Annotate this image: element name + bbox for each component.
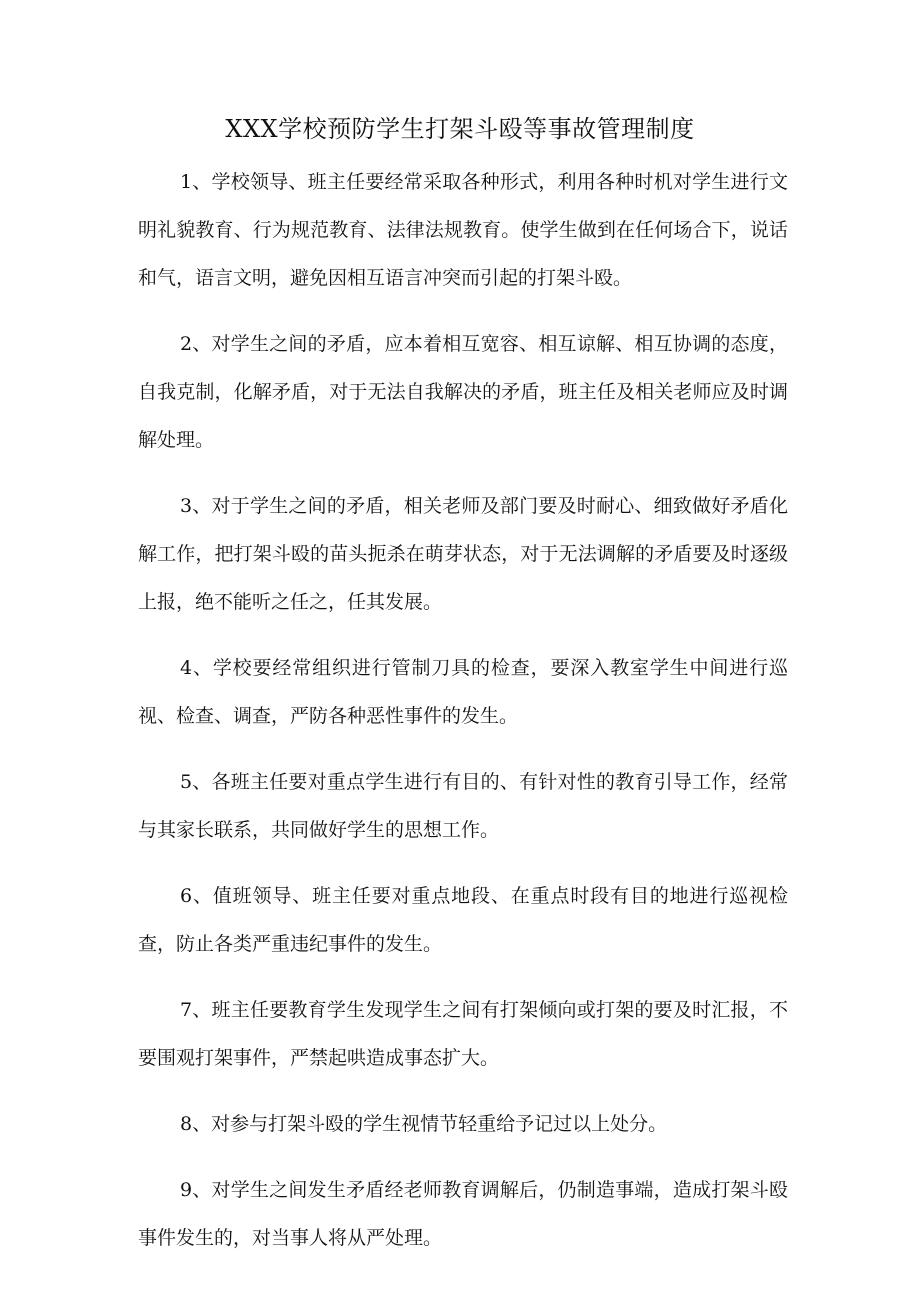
document-title: XXX学校预防学生打架斗殴等事故管理制度 xyxy=(225,115,695,143)
document-body xyxy=(138,158,788,1280)
paragraph-7: 7、班主任要教育学生发现学生之间有打架倾向或打架的要及时汇报，不要围观打架事件，严禁起哄造成事态扩大。 xyxy=(138,999,788,1069)
paragraph-6: 6、值班领导、班主任要对重点地段、在重点时段有目的地进行巡视检查，防止各类严重违纪事件的发生。 xyxy=(138,885,788,955)
paragraph-1: 1、学校领导、班主任要经常采取各种形式，利用各种时机对学生进行文明礼貌教育、行为规范教育、法律法规教育。使学生做到在任何场合下，说话和气，语言文明，避免因相互语言冲突而引起的打架斗殴。 xyxy=(138,171,788,289)
paragraph-2: 2、对学生之间的矛盾，应本着相互宽容、相互谅解、相互协调的态度，自我克制，化解矛盾，对于无法自我解决的矛盾，班主任及相关老师应及时调解处理。 xyxy=(138,333,788,451)
paragraph-5: 5、各班主任要对重点学生进行有目的、有针对性的教育引导工作，经常与其家长联系，共同做好学生的思想工作。 xyxy=(138,771,788,841)
paragraph-8: 8、对参与打架斗殴的学生视情节轻重给予记过以上处分。 xyxy=(180,1113,668,1135)
paragraph-4: 4、学校要经常组织进行管制刀具的检查，要深入教室学生中间进行巡视、检查、调查，严防各种恶性事件的发生。 xyxy=(138,657,788,727)
paragraph-3: 3、对于学生之间的矛盾，相关老师及部门要及时耐心、细致做好矛盾化解工作，把打架斗殴的苗头扼杀在萌芽状态，对于无法调解的矛盾要及时逐级上报，绝不能听之任之，任其发展。 xyxy=(138,495,788,613)
paragraph-9: 9、对学生之间发生矛盾经老师教育调解后，仍制造事端，造成打架斗殴事件发生的，对当事人将从严处理。 xyxy=(138,1179,788,1249)
